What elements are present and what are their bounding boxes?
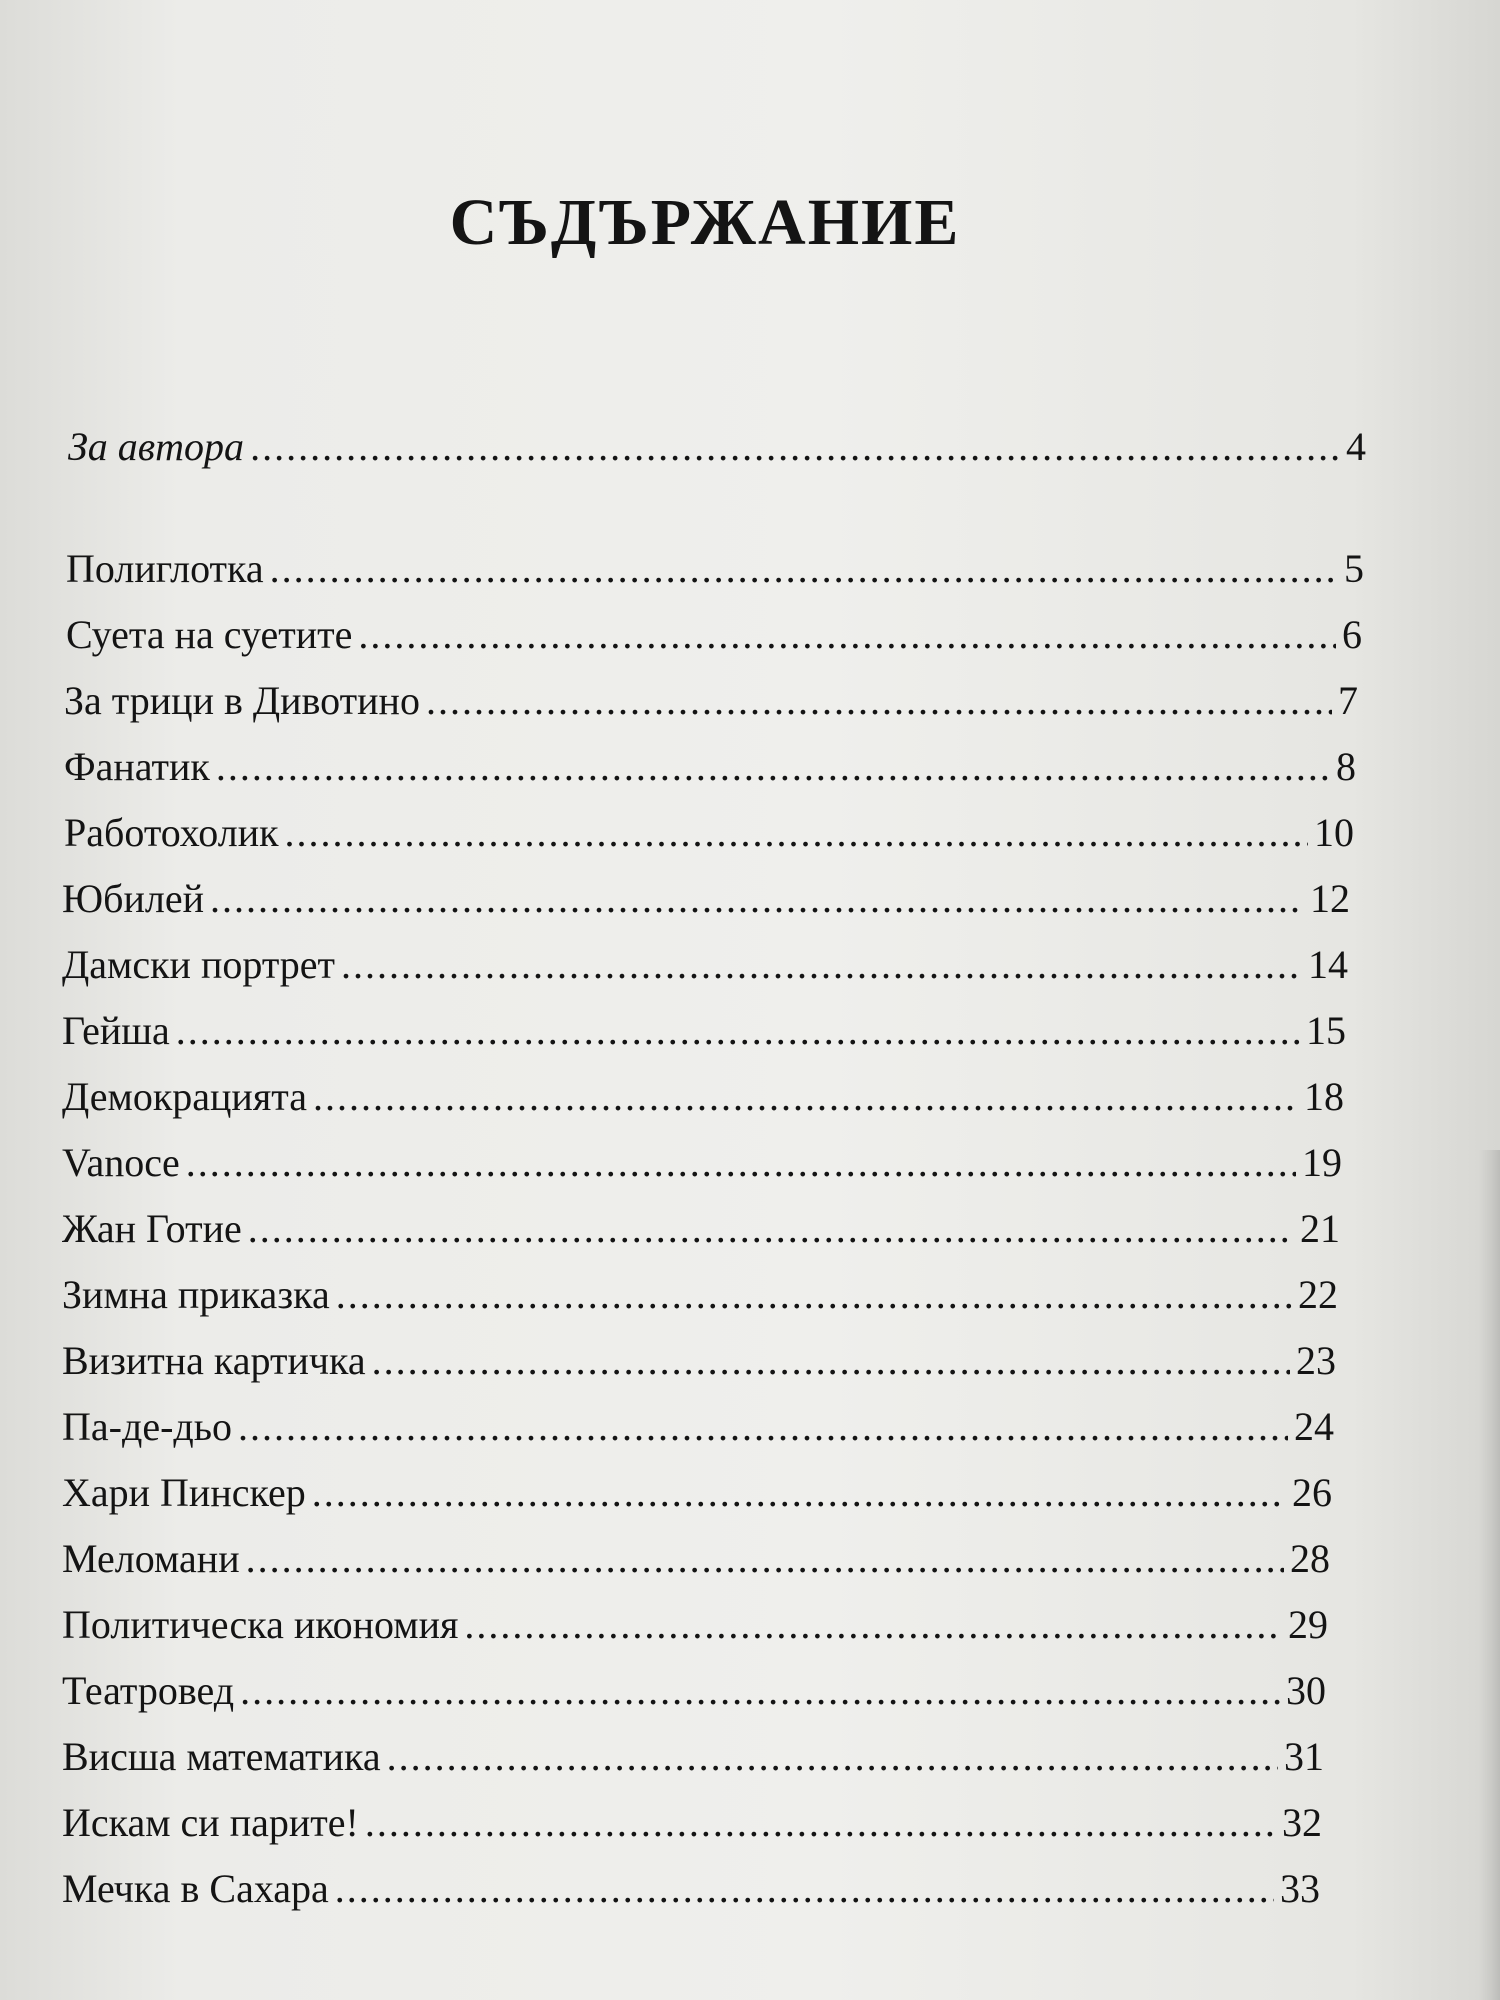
toc-entry-title: Дамски портрет: [62, 942, 336, 987]
toc-entry-page: 24: [1294, 1404, 1334, 1449]
toc-entry[interactable]: [62, 1271, 1338, 1323]
toc-entry[interactable]: [62, 1205, 1340, 1257]
toc-entry-title: Мечка в Сахара: [62, 1866, 329, 1911]
toc-entry-title: Демокрацията: [62, 1074, 307, 1119]
toc-entry-author[interactable]: [68, 423, 1366, 475]
toc-entry-page: 31: [1284, 1734, 1324, 1779]
toc-entry[interactable]: [62, 1007, 1346, 1059]
toc-entry-page: 8: [1336, 744, 1356, 789]
toc-leader-dots: [210, 875, 1304, 922]
toc-entry-title: Vanoce: [62, 1140, 180, 1185]
toc-entry-title: Работохолик: [64, 810, 279, 855]
toc-entry[interactable]: [64, 743, 1356, 795]
toc-entry[interactable]: [62, 1667, 1326, 1719]
toc-entry[interactable]: [64, 809, 1354, 861]
toc-entry-title: Хари Пинскер: [62, 1470, 306, 1515]
toc-entry-page: 26: [1292, 1470, 1332, 1515]
toc-entry-page: 6: [1342, 612, 1362, 657]
toc-entry[interactable]: [62, 1469, 1332, 1521]
toc-leader-dots: [248, 1205, 1294, 1252]
toc-entry[interactable]: [62, 1139, 1342, 1191]
toc-leader-dots: [335, 1865, 1274, 1912]
toc-entry-page: 30: [1286, 1668, 1326, 1713]
toc-entry[interactable]: [66, 545, 1364, 597]
toc-entry-title: Па-де-дьо: [62, 1404, 232, 1449]
toc-entry-page: 5: [1344, 546, 1364, 591]
toc-entry-title: Зимна приказка: [62, 1272, 330, 1317]
toc-entry[interactable]: [62, 875, 1350, 927]
toc-leader-dots: [216, 743, 1330, 790]
toc-entry-page: 4: [1346, 424, 1366, 469]
toc-entry[interactable]: [62, 1799, 1322, 1851]
toc-leader-dots: [387, 1733, 1278, 1780]
toc-entry-title: Суета на суетите: [66, 612, 353, 657]
toc-leader-dots: [250, 423, 1340, 470]
toc-entry[interactable]: [62, 1535, 1330, 1587]
toc-entry-title: Меломани: [62, 1536, 240, 1581]
toc-leader-dots: [365, 1799, 1276, 1846]
toc-entry-title: За трици в Дивотино: [64, 678, 420, 723]
toc-entry-title: Театровед: [62, 1668, 235, 1713]
toc-entry[interactable]: [62, 1601, 1328, 1653]
toc-entry-page: 12: [1310, 876, 1350, 921]
toc-entry[interactable]: [62, 1733, 1324, 1785]
toc-entry-page: 23: [1296, 1338, 1336, 1383]
toc-entry[interactable]: [64, 677, 1358, 729]
toc-entry[interactable]: [62, 1865, 1320, 1917]
toc-entry-title: Искам си парите!: [62, 1800, 359, 1845]
page-edge-shadow: [1478, 1150, 1500, 2000]
toc-leader-dots: [238, 1403, 1288, 1450]
toc-entry-title: Висша математика: [62, 1734, 381, 1779]
toc-leader-dots: [426, 677, 1332, 724]
toc-entry-title: Юбилей: [62, 876, 204, 921]
toc-entry-title: Визитна картичка: [62, 1338, 366, 1383]
toc-entry-page: 28: [1290, 1536, 1330, 1581]
page-title: СЪДЪРЖАНИЕ: [449, 186, 961, 259]
toc-entry-title: Гейша: [62, 1008, 170, 1053]
toc-entry-title: Фанатик: [64, 744, 210, 789]
toc-entry-page: 14: [1308, 942, 1348, 987]
toc-entry[interactable]: [62, 1337, 1336, 1389]
toc-leader-dots: [372, 1337, 1290, 1384]
toc-leader-dots: [285, 809, 1308, 856]
toc-leader-dots: [464, 1601, 1282, 1648]
toc-entry[interactable]: [66, 611, 1362, 663]
toc-entry-page: 15: [1306, 1008, 1346, 1053]
toc-entry-page: 18: [1304, 1074, 1344, 1119]
toc-entry[interactable]: [62, 1073, 1344, 1125]
toc-entry-page: 21: [1300, 1206, 1340, 1251]
toc-entry-page: 19: [1302, 1140, 1342, 1185]
toc-leader-dots: [336, 1271, 1292, 1318]
toc-entry-page: 22: [1298, 1272, 1338, 1317]
toc-entry-title: Политическа икономия: [62, 1602, 459, 1647]
toc-entry-page: 33: [1280, 1866, 1320, 1911]
toc-entry[interactable]: [62, 941, 1348, 993]
toc-leader-dots: [312, 1469, 1286, 1516]
table-of-contents: [62, 0, 1366, 2000]
toc-entry-page: 10: [1314, 810, 1354, 855]
toc-leader-dots: [341, 941, 1302, 988]
toc-leader-dots: [246, 1535, 1284, 1582]
toc-leader-dots: [270, 545, 1338, 592]
toc-entry-page: 32: [1282, 1800, 1322, 1845]
toc-leader-dots: [313, 1073, 1298, 1120]
toc-leader-dots: [240, 1667, 1280, 1714]
toc-entry-title: Полиглотка: [66, 546, 264, 591]
toc-entry-title: Жан Готие: [62, 1206, 242, 1251]
toc-leader-dots: [358, 611, 1336, 658]
toc-entry-page: 29: [1288, 1602, 1328, 1647]
toc-entry[interactable]: [62, 1403, 1334, 1455]
toc-entry-title: За автора: [68, 424, 245, 469]
toc-entry-page: 7: [1338, 678, 1358, 723]
toc-leader-dots: [176, 1007, 1300, 1054]
toc-leader-dots: [186, 1139, 1296, 1186]
